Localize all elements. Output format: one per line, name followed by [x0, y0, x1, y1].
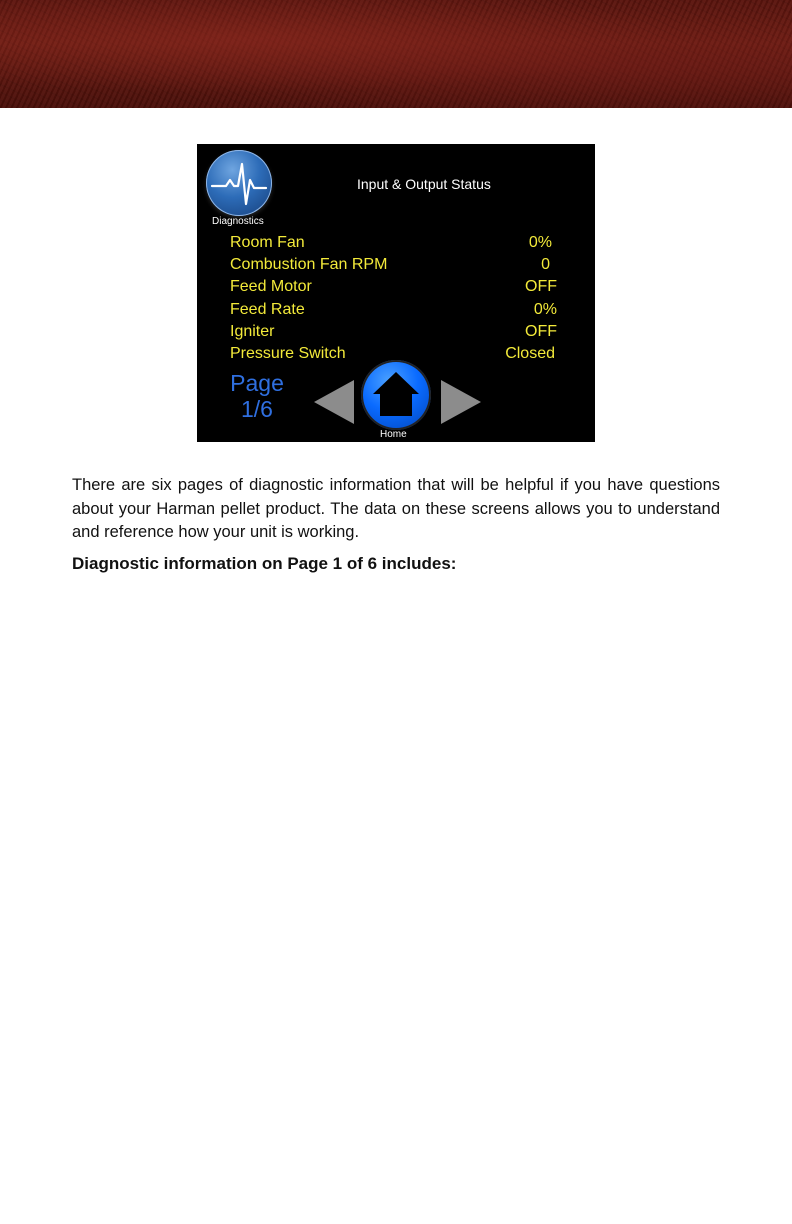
status-value: OFF — [525, 322, 557, 340]
status-row-room-fan — [230, 232, 560, 254]
page-number: 1/6 — [241, 396, 273, 422]
home-label: Home — [380, 429, 407, 440]
status-list — [230, 232, 560, 365]
page-word: Page — [230, 370, 284, 396]
intro-paragraph: There are six pages of diagnostic information that will be helpful if you have questions about your Harman pellet product. The data on these screens allows you to understand and reference how your unit is working. — [72, 476, 720, 541]
status-value: OFF — [525, 278, 557, 296]
heartbeat-icon — [206, 150, 272, 216]
page-indicator — [227, 370, 287, 422]
status-label: Feed Rate — [230, 300, 305, 318]
status-label: Pressure Switch — [230, 344, 346, 362]
diagnostics-button[interactable] — [206, 150, 272, 216]
status-value: Closed — [505, 344, 555, 362]
home-icon — [361, 360, 431, 430]
section-heading: Diagnostic information on Page 1 of 6 includes: — [72, 554, 457, 573]
home-button[interactable] — [361, 360, 431, 430]
status-value: 0% — [528, 234, 552, 251]
right-arrow-icon[interactable] — [441, 380, 481, 424]
status-label: Feed Motor — [230, 278, 312, 296]
diagnostics-label: Diagnostics — [212, 216, 264, 227]
header-leather-band — [0, 0, 792, 108]
status-label: Igniter — [230, 322, 275, 340]
control-screen — [197, 144, 595, 442]
left-arrow-icon[interactable] — [314, 380, 354, 424]
screen-title: Input & Output Status — [357, 176, 491, 192]
status-label: Combustion Fan RPM — [230, 256, 388, 274]
status-row-feed-rate — [230, 299, 560, 321]
status-label: Room Fan — [230, 234, 305, 251]
status-value: 0% — [533, 300, 557, 318]
status-value: 0 — [541, 256, 550, 274]
status-row-combustion-fan-rpm — [230, 254, 560, 276]
status-row-feed-motor — [230, 276, 560, 298]
status-row-igniter — [230, 321, 560, 343]
